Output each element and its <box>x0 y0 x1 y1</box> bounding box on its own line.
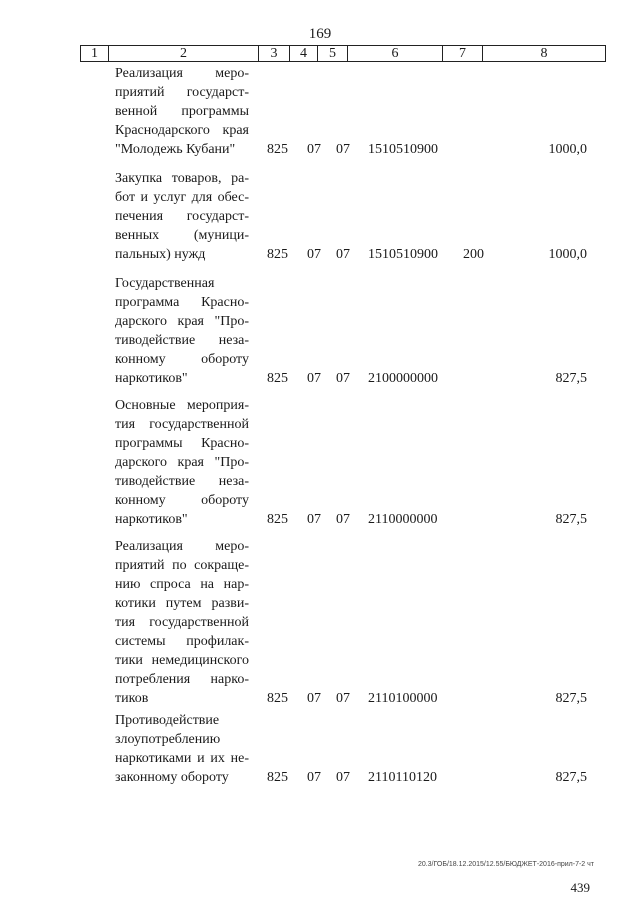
description-line: венной программы <box>115 104 249 119</box>
cell-c6: 1510510900 <box>368 142 438 157</box>
column-header-1: 1 <box>91 46 98 61</box>
description-line: "Молодежь Кубани" <box>115 142 236 157</box>
row-description <box>115 396 249 529</box>
cell-c4: 07 <box>307 512 321 527</box>
column-header-8: 8 <box>483 46 606 62</box>
cell-c5: 07 <box>336 691 350 706</box>
cell-c3: 825 <box>267 371 288 386</box>
description-line: Реализация меро- <box>115 66 249 81</box>
cell-c4: 07 <box>307 371 321 386</box>
cell-c3: 825 <box>267 247 288 262</box>
description-line: Краснодарского края <box>115 123 249 138</box>
cell-c3: 825 <box>267 512 288 527</box>
description-line: приятий по сокраще- <box>115 558 249 573</box>
description-line: тиводействие неза- <box>115 333 249 348</box>
description-line: наркотиков" <box>115 512 188 527</box>
cell-c8: 827,5 <box>555 512 587 527</box>
description-line: печения государст- <box>115 209 249 224</box>
row-description <box>115 169 249 264</box>
description-line: программы Красно- <box>115 436 249 451</box>
description-line: приятий государст- <box>115 85 249 100</box>
description-line: дарского края "Про- <box>115 455 249 470</box>
cell-c8: 1000,0 <box>548 247 587 262</box>
description-line: системы профилак- <box>115 634 249 649</box>
description-line: наркотиков" <box>115 371 188 386</box>
description-line: Закупка товаров, ра- <box>115 171 249 186</box>
cell-c4: 07 <box>307 142 321 157</box>
column-header-table <box>80 45 606 62</box>
column-header-7: 7 <box>443 46 483 62</box>
description-line: Основные мероприя- <box>115 398 249 413</box>
cell-c5: 07 <box>336 770 350 785</box>
column-header-2: 2 <box>109 46 259 62</box>
description-line: наркотиками и их не- <box>115 751 249 766</box>
column-header-4: 4 <box>290 46 318 62</box>
cell-c8: 827,5 <box>555 770 587 785</box>
page-number-top: 169 <box>308 26 332 42</box>
cell-c4: 07 <box>307 691 321 706</box>
cell-c3: 825 <box>267 691 288 706</box>
cell-c5: 07 <box>336 371 350 386</box>
row-description <box>115 537 249 708</box>
column-header-3: 3 <box>259 46 290 62</box>
description-line: потребления нарко- <box>115 672 249 687</box>
description-line: дарского края "Про- <box>115 314 249 329</box>
description-line: тия государственной <box>115 417 249 432</box>
cell-c5: 07 <box>336 512 350 527</box>
column-header-row <box>81 46 606 62</box>
description-line: законному обороту <box>115 770 229 785</box>
cell-c5: 07 <box>336 142 350 157</box>
description-line: тиводействие неза- <box>115 474 249 489</box>
description-line: бот и услуг для обес- <box>115 190 249 205</box>
cell-c8: 827,5 <box>555 691 587 706</box>
cell-c6: 2110100000 <box>368 691 438 706</box>
description-line: тиков <box>115 691 149 706</box>
description-line: тия государственной <box>115 615 249 630</box>
description-line: тики немедицинского <box>115 653 249 668</box>
cell-c5: 07 <box>336 247 350 262</box>
column-header-6: 6 <box>348 46 443 62</box>
description-line: котики путем разви- <box>115 596 249 611</box>
column-header-5: 5 <box>318 46 348 62</box>
description-line: Государственная <box>115 276 215 291</box>
description-line: венных (муници- <box>115 228 249 243</box>
row-description <box>115 274 249 388</box>
description-line: злоупотреблению <box>115 732 221 747</box>
cell-c6: 1510510900 <box>368 247 438 262</box>
cell-c8: 827,5 <box>555 371 587 386</box>
description-line: Противодействие <box>115 713 220 728</box>
description-line: программа Красно- <box>115 295 249 310</box>
cell-c4: 07 <box>307 247 321 262</box>
cell-c6: 2110000000 <box>368 512 438 527</box>
description-line: нию спроса на нар- <box>115 577 249 592</box>
footer-document-stamp: 20.3/ГОБ/18.12.2015/12.55/БЮДЖЕТ-2016-прил-7-2 чт <box>417 861 594 868</box>
cell-c4: 07 <box>307 770 321 785</box>
row-description <box>115 64 249 159</box>
page-number-bottom: 439 <box>570 880 590 895</box>
description-line: Реализация меро- <box>115 539 249 554</box>
cell-c3: 825 <box>267 770 288 785</box>
cell-c6: 2100000000 <box>368 371 438 386</box>
cell-c3: 825 <box>267 142 288 157</box>
cell-c8: 1000,0 <box>548 142 587 157</box>
cell-c7: 200 <box>463 247 484 262</box>
description-line: конному обороту <box>115 493 249 508</box>
cell-c6: 2110110120 <box>368 770 437 785</box>
description-line: пальных) нужд <box>115 247 206 262</box>
row-description <box>115 711 249 787</box>
description-line: конному обороту <box>115 352 249 367</box>
